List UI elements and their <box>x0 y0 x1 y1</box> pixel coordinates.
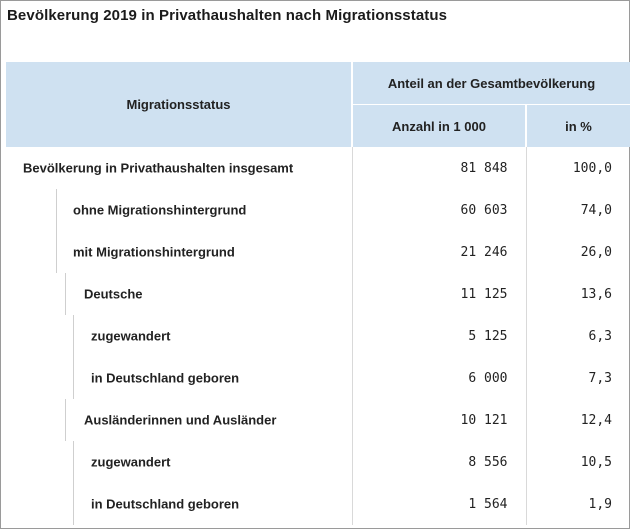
indent-guide <box>73 441 74 483</box>
header-prozent: in % <box>526 105 630 148</box>
page-title: Bevölkerung 2019 in Privathaushalten nach Migrationsstatus <box>7 7 448 24</box>
table-row <box>6 441 630 483</box>
row-prozent: 26,0 <box>526 231 630 273</box>
row-anzahl: 1 564 <box>352 483 526 525</box>
row-anzahl: 6 000 <box>352 357 526 399</box>
row-label: in Deutschland geboren <box>6 483 352 525</box>
row-anzahl: 21 246 <box>352 231 526 273</box>
row-anzahl: 60 603 <box>352 189 526 231</box>
row-prozent: 1,9 <box>526 483 630 525</box>
row-label: ohne Migrationshintergrund <box>6 189 352 231</box>
row-label: Bevölkerung in Privathaushalten insgesamt <box>23 160 294 176</box>
table-row <box>6 357 630 399</box>
row-prozent: 10,5 <box>526 441 630 483</box>
row-prozent: 13,6 <box>526 273 630 315</box>
row-label: mit Migrationshintergrund <box>6 231 352 273</box>
table-row <box>6 147 630 189</box>
header-anteil: Anteil an der Gesamtbevölkerung <box>352 62 630 105</box>
row-anzahl: 8 556 <box>352 441 526 483</box>
indent-guide <box>73 315 74 357</box>
row-anzahl: 10 121 <box>352 399 526 441</box>
row-prozent: 74,0 <box>526 189 630 231</box>
header-migrationsstatus: Migrationsstatus <box>6 62 352 147</box>
row-anzahl: 5 125 <box>352 315 526 357</box>
table-row <box>6 483 630 525</box>
header-anzahl: Anzahl in 1 000 <box>352 105 526 148</box>
row-anzahl: 81 848 <box>352 147 526 189</box>
row-prozent: 7,3 <box>526 357 630 399</box>
indent-guide <box>56 231 57 273</box>
row-prozent: 100,0 <box>526 147 630 189</box>
indent-guide <box>73 357 74 399</box>
row-label: in Deutschland geboren <box>6 357 352 399</box>
row-label: zugewandert <box>6 441 352 483</box>
row-prozent: 12,4 <box>526 399 630 441</box>
indent-guide <box>65 273 66 315</box>
table-row <box>6 189 630 231</box>
table-row <box>6 231 630 273</box>
table-row <box>6 315 630 357</box>
row-anzahl: 11 125 <box>352 273 526 315</box>
indent-guide <box>56 189 57 231</box>
row-prozent: 6,3 <box>526 315 630 357</box>
row-label: Deutsche <box>6 273 352 315</box>
data-table <box>6 62 630 525</box>
indent-guide <box>73 483 74 525</box>
indent-guide <box>65 399 66 441</box>
row-label: zugewandert <box>6 315 352 357</box>
row-label: Ausländerinnen und Ausländer <box>6 399 352 441</box>
table-row <box>6 273 630 315</box>
table-row <box>6 399 630 441</box>
